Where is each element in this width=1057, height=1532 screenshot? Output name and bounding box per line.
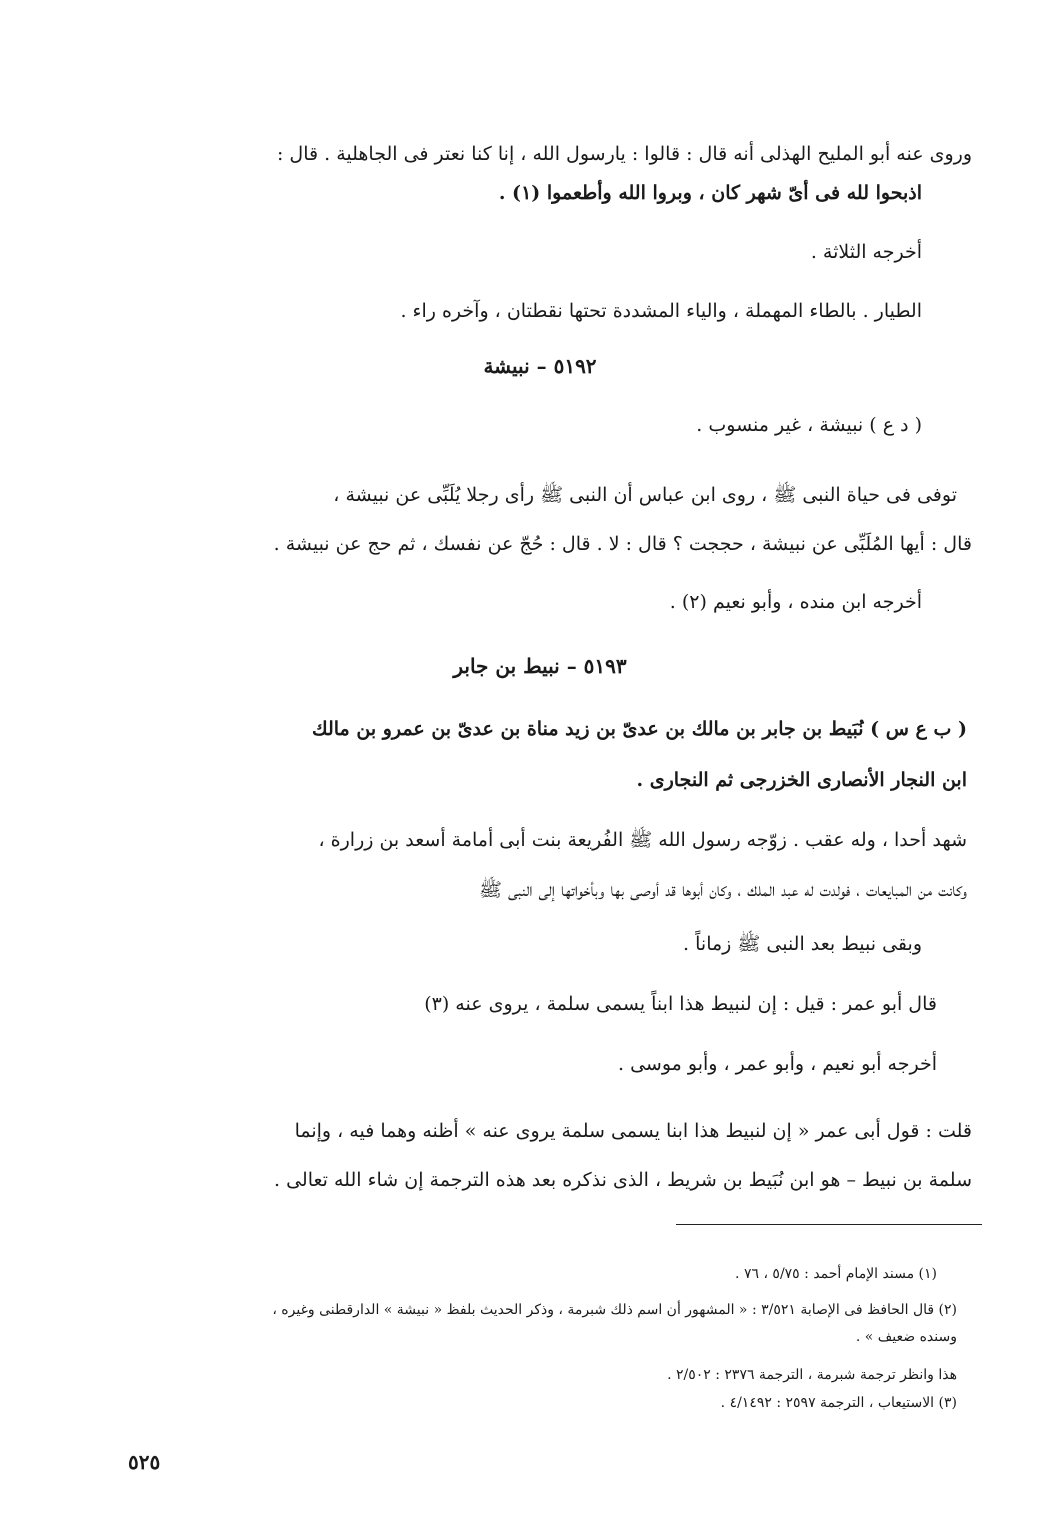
text-line: توفى فى حياة النبى ﷺ ، روى ابن عباس أن النبى ﷺ رأى رجلا يُلَبِّى عن نبيشة ، (333, 484, 957, 506)
text-line: اذبحوا لله فى أىّ شهر كان ، وبروا الله وأطعموا (١) . (498, 182, 922, 204)
text-line: وبقى نبيط بعد النبى ﷺ زماناً . (683, 933, 922, 955)
entry-heading: ٥١٩٢ – نبيشة (483, 354, 597, 378)
footnote: هذا وانظر ترجمة شبرمة ، الترجمة ٢٣٧٦ : ٢/٥٠٢ . (667, 1367, 957, 1383)
footnote: (١) مسند الإمام أحمد : ٥/٧٥ ، ٧٦ . (735, 1266, 937, 1282)
text-line: أخرجه ابن منده ، وأبو نعيم (٢) . (669, 591, 922, 613)
text-line: سلمة بن نبيط – هو ابن نُبَيط بن شريط ، الذى نذكره بعد هذه الترجمة إن شاء الله تعالى . (274, 1169, 972, 1191)
text-line: قلت : قول أبى عمر « إن لنبيط هذا ابنا يسمى سلمة يروى عنه » أظنه وهما فيه ، وإنما (294, 1120, 972, 1142)
text-line: أخرجه أبو نعيم ، وأبو عمر ، وأبو موسى . (618, 1053, 937, 1075)
entry-heading: ٥١٩٣ – نبيط بن جابر (453, 654, 627, 678)
text-line: قال أبو عمر : قيل : إن لنبيط هذا ابناً يسمى سلمة ، يروى عنه (٣) (424, 993, 937, 1015)
footnote: (٣) الاستيعاب ، الترجمة ٢٥٩٧ : ٤/١٤٩٢ . (720, 1395, 957, 1411)
text-line: ( د ع ) نبيشة ، غير منسوب . (696, 414, 922, 436)
footnote: وسنده ضعيف » . (855, 1329, 957, 1345)
footnote-separator (676, 1224, 982, 1225)
text-line: قال : أيها المُلَبِّى عن نبيشة ، حججت ؟ قال : لا . قال : حُجّ عن نفسك ، ثم حج عن نبيشة . (273, 533, 972, 555)
text-line: وروى عنه أبو المليح الهذلى أنه قال : قالوا : يارسول الله ، إنا كنا نعتر فى الجاهلية . قال : (276, 143, 972, 165)
text-line: أخرجه الثلاثة . (810, 241, 922, 263)
text-line: الطيار . بالطاء المهملة ، والياء المشددة تحتها نقطتان ، وآخره راء . (400, 300, 922, 322)
text-line: شهد أحدا ، وله عقب . زوّجه رسول الله ﷺ الفُريعة بنت أبى أمامة أسعد بن زرارة ، (318, 829, 967, 851)
text-line: وكانت من المبايعات ، فولدت له عبد الملك ، وكان أبوها قد أوصى بها وبأخواتها إلى النبى ﷺ (479, 879, 967, 901)
page-number: ٥٢٥ (128, 1450, 161, 1474)
text-line: ( ب ع س ) نُبَيط بن جابر بن مالك بن عدىّ بن زيد مناة بن عدىّ بن عمرو بن مالك (311, 718, 967, 740)
footnote: (٢) قال الحافظ فى الإصابة ٣/٥٢١ : « المشهور أن اسم ذلك شبرمة ، وذكر الحديث بلفظ « نبيشة » الدارقطنى وغيره ، (272, 1302, 957, 1318)
text-line: ابن النجار الأنصارى الخزرجى ثم النجارى . (636, 769, 967, 791)
